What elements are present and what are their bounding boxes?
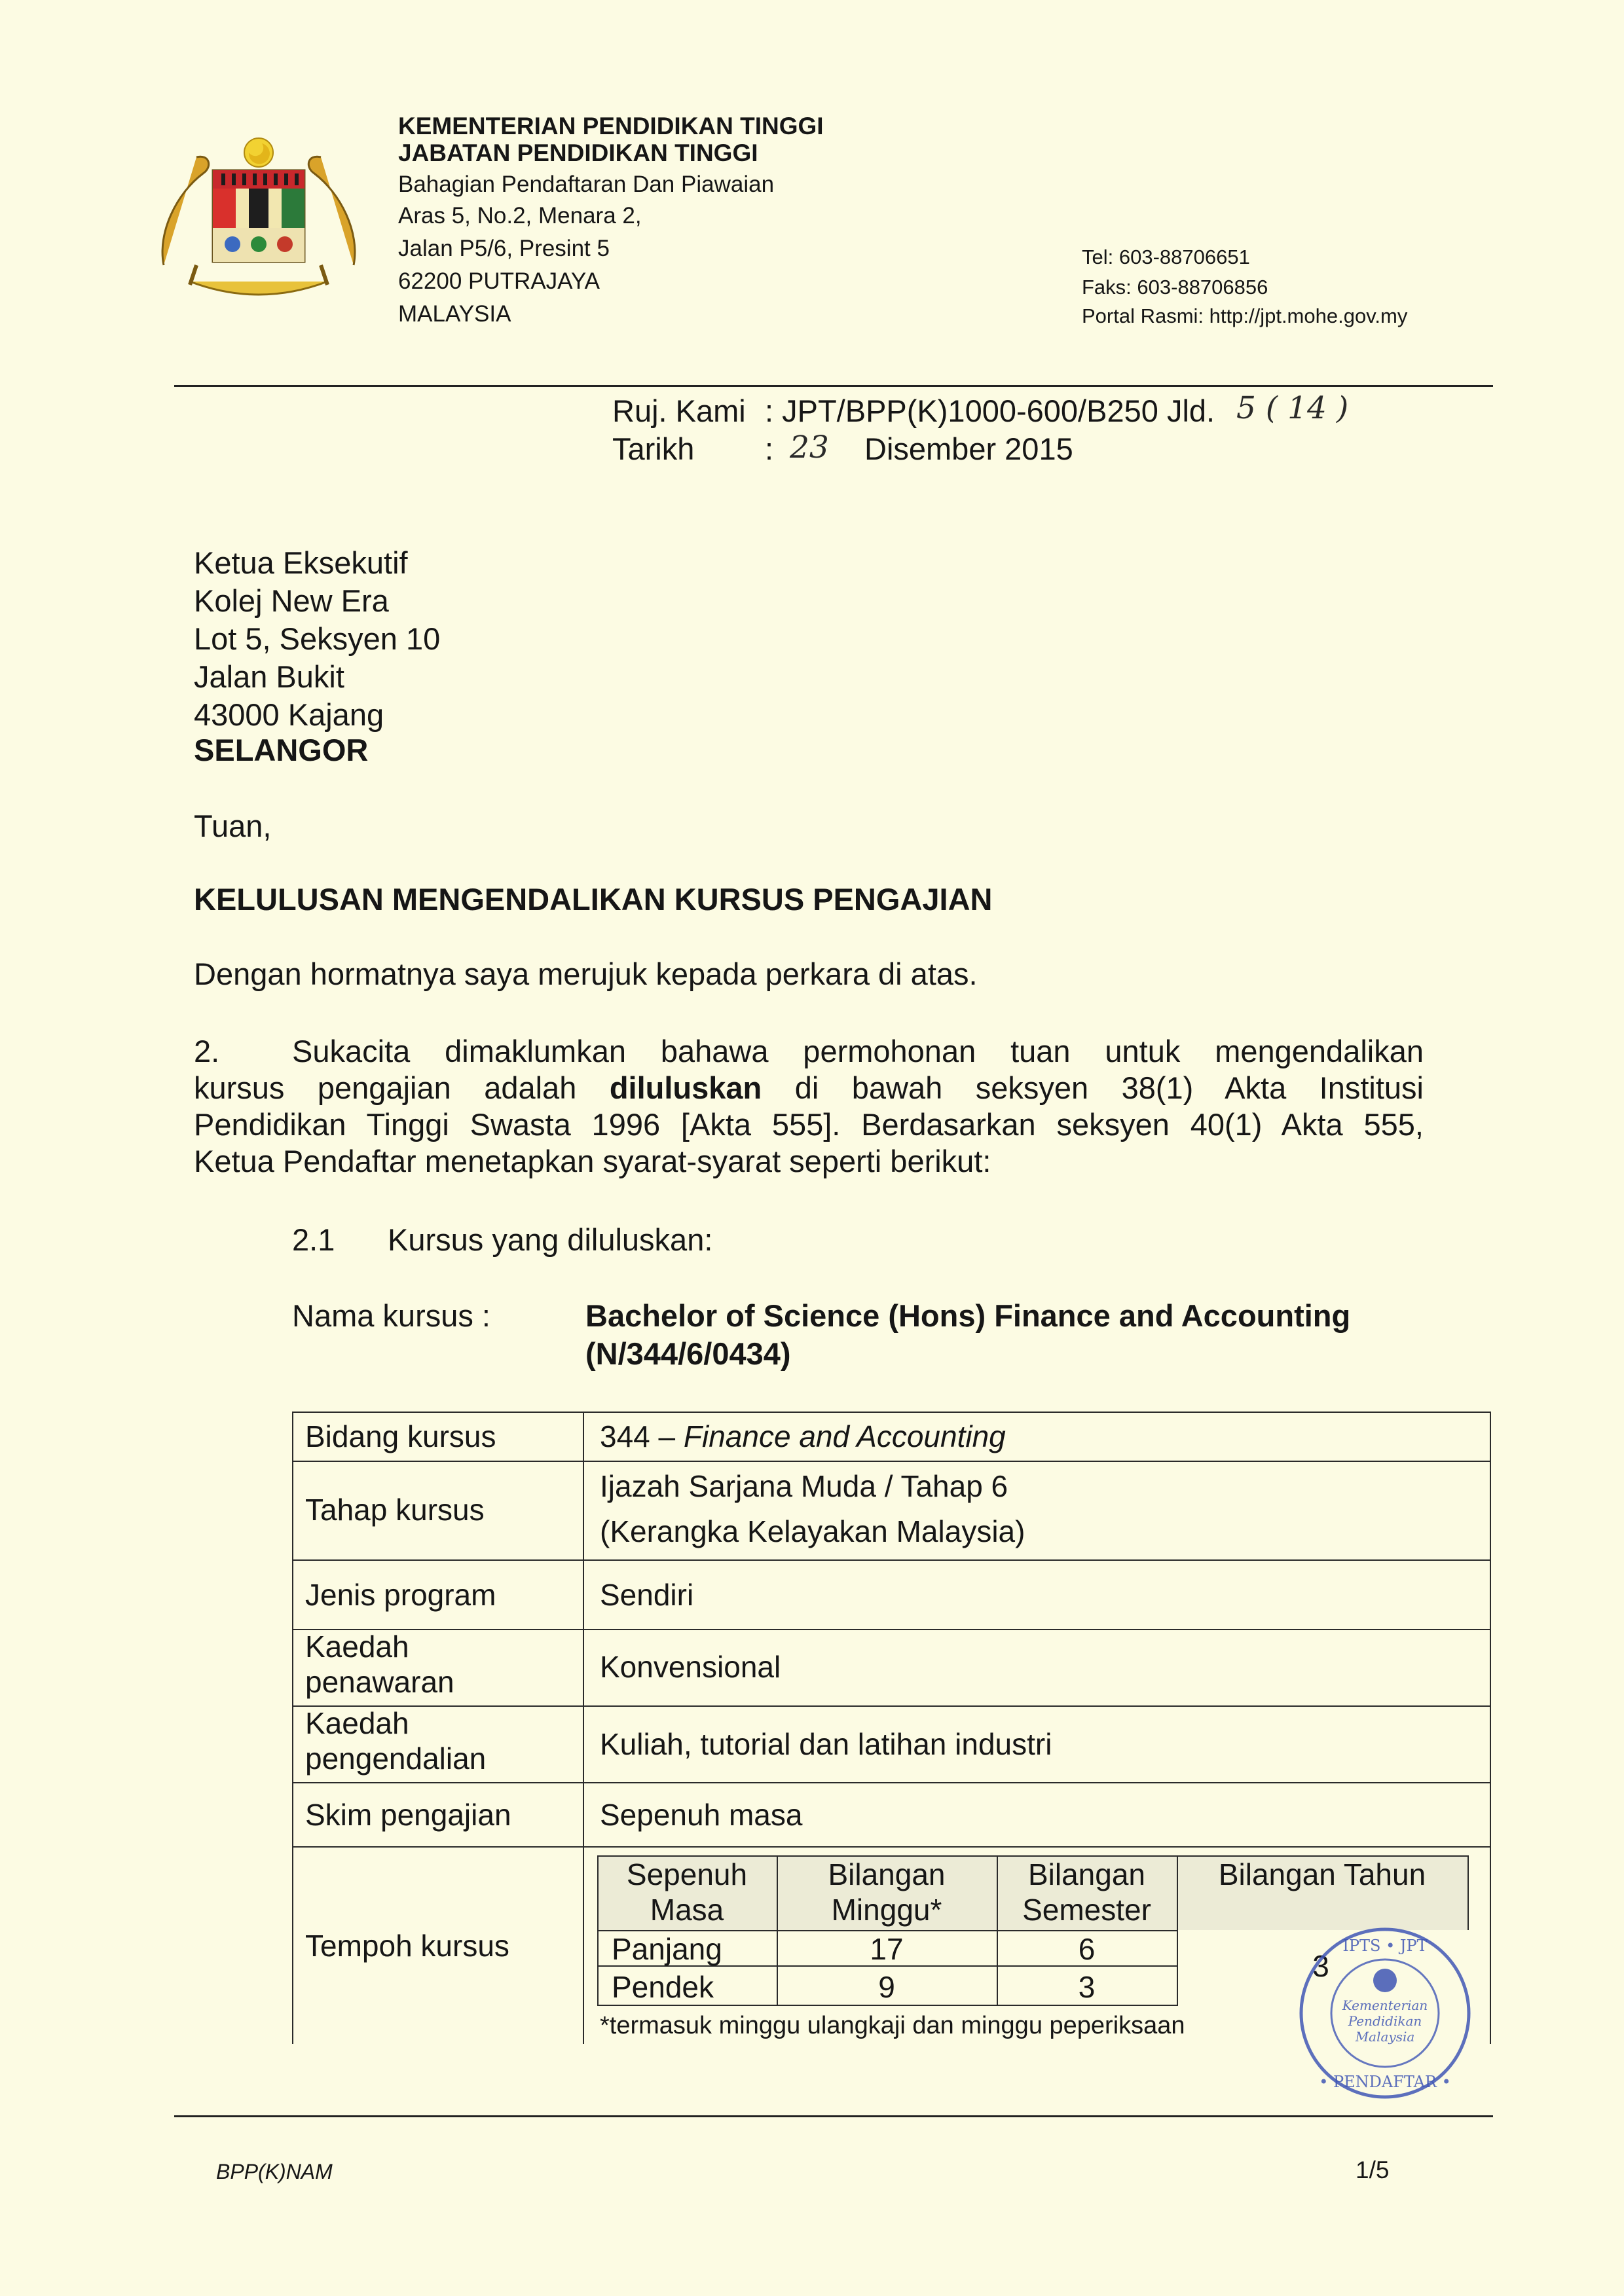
table-border [1467, 1855, 1469, 1930]
table-border [292, 1559, 1491, 1561]
table-border [1490, 1412, 1491, 2044]
duration-semesters-value: 3 [1078, 1970, 1096, 2004]
table-border [597, 2005, 1177, 2006]
course-name-label: Nama kursus : [292, 1298, 490, 1333]
portal-url: Portal Rasmi: http://jpt.mohe.gov.my [1082, 304, 1408, 327]
date-colon: : [765, 431, 774, 466]
fax: Faks: 603-88706856 [1082, 276, 1268, 299]
duration-header-years: Bilangan Tahun [1218, 1857, 1426, 1891]
duration-weeks-value: 17 [870, 1932, 904, 1966]
header-divider [174, 385, 1493, 387]
row-value-field: 344 – Finance and Accounting [600, 1419, 1006, 1453]
recipient-line: Ketua Eksekutif [194, 545, 408, 580]
registrar-stamp [1297, 1925, 1473, 2102]
duration-header-weeks: Bilangan Minggu* [828, 1857, 946, 1927]
ref-label: Ruj. Kami [612, 393, 746, 428]
intro-paragraph: Dengan hormatnya saya merujuk kepada perkara di atas. [194, 957, 978, 991]
course-name: Bachelor of Science (Hons) Finance and Accounting [585, 1298, 1351, 1333]
address-line: MALAYSIA [398, 301, 511, 327]
table-border [292, 1412, 1491, 1413]
paragraph-2-line: kursus pengajian adalah diluluskan di bawah seksyen 38(1) Akta Institusi [194, 1070, 1424, 1105]
telephone: Tel: 603-88706651 [1082, 246, 1250, 268]
page-number: 1/5 [1356, 2157, 1390, 2183]
course-code: (N/344/6/0434) [585, 1336, 791, 1371]
paragraph-2 [194, 1033, 1424, 1180]
recipient-line: Lot 5, Seksyen 10 [194, 621, 441, 656]
footer-code: BPP(K)NAM [216, 2160, 333, 2183]
recipient-line: Kolej New Era [194, 583, 389, 618]
table-border [583, 1412, 584, 2044]
row-label-delivery: Kaedah penawaran [305, 1630, 454, 1699]
row-value-delivery: Konvensional [600, 1650, 781, 1684]
row-value-conduct: Kuliah, tutorial dan latihan industri [600, 1727, 1052, 1761]
ministry-name: KEMENTERIAN PENDIDIKAN TINGGI [398, 113, 824, 139]
malaysia-coat-of-arms-logo [151, 134, 367, 308]
row-value-level: Ijazah Sarjana Muda / Tahap 6 [600, 1469, 1008, 1503]
address-line: Bahagian Pendaftaran Dan Piawaian [398, 172, 775, 197]
date-label: Tarikh [612, 431, 695, 466]
svg-text:Pendidikan: Pendidikan [1348, 2013, 1422, 2029]
address-line: Jalan P5/6, Presint 5 [398, 236, 610, 261]
letter-subject: KELULUSAN MENGENDALIKAN KURSUS PENGAJIAN [194, 882, 993, 917]
svg-text:Kementerian: Kementerian [1342, 1997, 1428, 2013]
ref-value: : JPT/BPP(K)1000-600/B250 Jld. [765, 393, 1215, 428]
footer-divider [174, 2115, 1493, 2117]
duration-header-mode: Sepenuh Masa [626, 1857, 748, 1927]
paragraph-2-line: Pendidikan Tinggi Swasta 1996 [Akta 555]. Berdasarkan seksyen 40(1) Akta 555, [194, 1107, 1424, 1142]
date-month-year: Disember 2015 [864, 431, 1073, 466]
duration-row-label: Pendek [612, 1970, 714, 2004]
recipient-line: 43000 Kajang [194, 697, 384, 732]
table-border [292, 1629, 1491, 1630]
table-border [292, 1782, 1491, 1783]
recipient-state: SELANGOR [194, 733, 369, 767]
salutation: Tuan, [194, 809, 272, 843]
row-value-level-note: (Kerangka Kelayakan Malaysia) [600, 1514, 1025, 1548]
address-line: 62200 PUTRAJAYA [398, 268, 600, 294]
table-border [292, 1846, 1491, 1848]
date-day-handwritten: 23 [790, 429, 829, 465]
row-label-conduct: Kaedah pengendalian [305, 1706, 487, 1776]
duration-row-label: Panjang [612, 1932, 722, 1966]
paragraph-2-line: Ketua Pendaftar menetapkan syarat-syarat seperti berikut: [194, 1144, 991, 1178]
recipient-line: Jalan Bukit [194, 659, 344, 694]
row-label-level: Tahap kursus [305, 1493, 485, 1527]
svg-text:Malaysia: Malaysia [1355, 2029, 1415, 2045]
duration-semesters-value: 6 [1078, 1932, 1096, 1966]
row-value-study-mode: Sepenuh masa [600, 1798, 803, 1832]
row-label-field: Bidang kursus [305, 1419, 496, 1453]
svg-text:• PENDAFTAR •: • PENDAFTAR • [1319, 2073, 1451, 2091]
duration-header-semesters: Bilangan Semester [1022, 1857, 1151, 1927]
department-name: JABATAN PENDIDIKAN TINGGI [398, 139, 758, 166]
approved-word: diluluskan [609, 1070, 762, 1105]
duration-weeks-value: 9 [878, 1970, 895, 2004]
address-line: Aras 5, No.2, Menara 2, [398, 203, 642, 228]
section-heading: Kursus yang diluluskan: [388, 1222, 713, 1257]
row-value-program-type: Sendiri [600, 1578, 694, 1612]
section-number: 2.1 [292, 1222, 335, 1257]
paragraph-2-line: 2. Sukacita dimaklumkan bahawa permohonan tuan untuk mengendalikan [194, 1034, 1424, 1068]
table-border [292, 1461, 1491, 1462]
table-border [292, 1412, 293, 2044]
svg-text:IPTS • JPT: IPTS • JPT [1342, 1937, 1428, 1955]
paragraph-number: 2. [194, 1034, 220, 1068]
row-label-study-mode: Skim pengajian [305, 1798, 511, 1832]
ref-handwritten-volume: 5 ( 14 ) [1236, 390, 1349, 426]
row-label-duration: Tempoh kursus [305, 1929, 509, 1963]
duration-footnote: *termasuk minggu ulangkaji dan minggu peperiksaan [600, 2012, 1185, 2039]
row-label-program-type: Jenis program [305, 1578, 496, 1612]
duration-years-value: 3 [1312, 1949, 1329, 1983]
